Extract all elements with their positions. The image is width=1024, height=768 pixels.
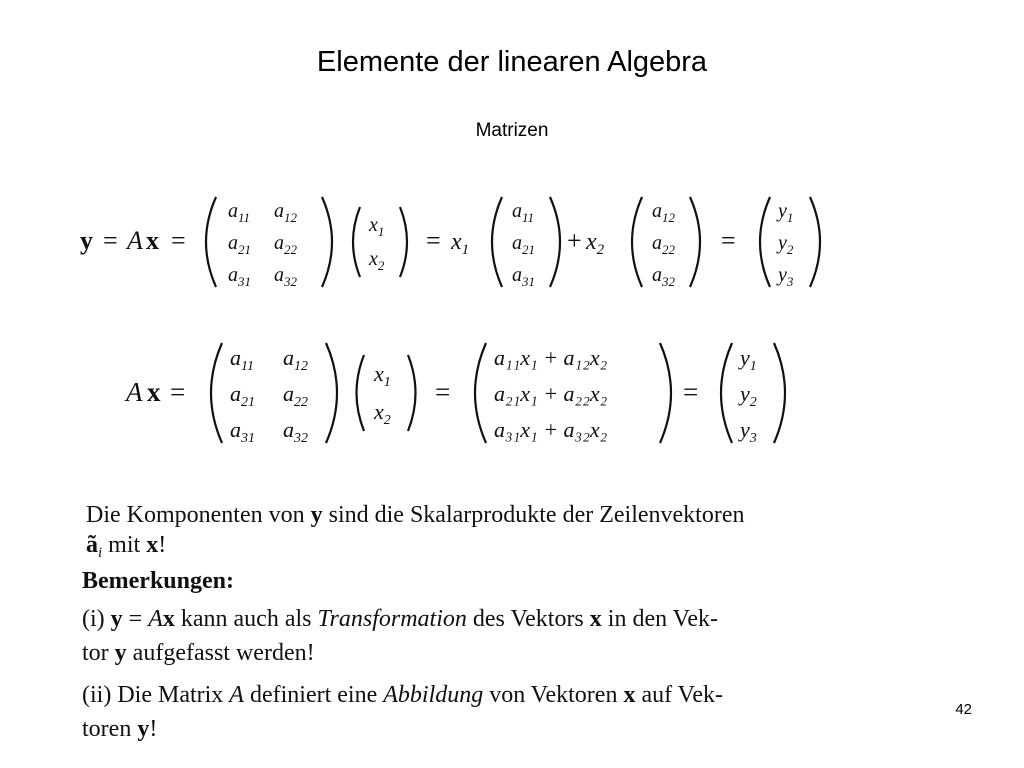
- remark-2-line-2: toren y!: [82, 716, 158, 742]
- a12: $a_{12}$: [283, 345, 308, 374]
- x1: $x_1$: [451, 229, 470, 258]
- remark-1-line-2: tor y aufgefasst werden!: [82, 640, 315, 666]
- a21: $a_{21}$: [230, 381, 255, 410]
- y1: $y_1$: [778, 200, 794, 225]
- left-paren: [632, 197, 642, 287]
- a22: $a_{22}$: [274, 232, 297, 257]
- left-paren: [206, 197, 216, 287]
- right-paren: [550, 197, 560, 287]
- eq1-y: y: [80, 226, 93, 255]
- left-paren: [357, 355, 365, 431]
- left-paren: [475, 343, 486, 443]
- left-paren: [492, 197, 502, 287]
- eq1-A: A: [127, 226, 143, 255]
- eq2-A: A: [126, 377, 143, 407]
- eq2-equals: =: [683, 377, 699, 407]
- page-number: 42: [955, 701, 972, 718]
- x1: $x_1$: [374, 361, 391, 390]
- a31: $a_{31}$: [230, 417, 255, 446]
- eq1-equals: =: [721, 226, 736, 255]
- a31: $a_{31}$: [512, 264, 535, 289]
- right-paren: [774, 343, 785, 443]
- product-row-3: a₃₁x₁ + a₃₂x₂: [494, 417, 608, 442]
- right-paren: [660, 343, 671, 443]
- a21: $a_{21}$: [512, 232, 535, 257]
- section-subtitle: Matrizen: [475, 120, 549, 141]
- a31: $a_{31}$: [228, 264, 251, 289]
- remarks-heading: Bemerkungen:: [82, 568, 234, 594]
- a12: $a_{12}$: [274, 200, 297, 225]
- x2: $x_2$: [586, 229, 605, 258]
- product-row-1: a₁₁x₁ + a₁₂x₂: [494, 345, 608, 370]
- right-paren: [400, 207, 407, 277]
- remark-1-line-1: (i) y = Ax kann auch als Transformation des Vektors x in den Vek-: [82, 606, 718, 632]
- equation-expanded-product: [118, 335, 818, 455]
- x2: $x_2$: [369, 248, 385, 273]
- eq1-equals: =: [426, 226, 441, 255]
- left-paren: [721, 343, 732, 443]
- right-paren: [326, 343, 337, 443]
- explanation-line-1: Die Komponenten von y sind die Skalarprodukte der Zeilenvektoren: [86, 502, 745, 528]
- y3: $y_3$: [740, 417, 757, 446]
- a11: $a_{11}$: [512, 200, 535, 225]
- product-row-2: a₂₁x₁ + a₂₂x₂: [494, 381, 608, 406]
- y1: $y_1$: [740, 345, 757, 374]
- right-paren: [322, 197, 332, 287]
- x1: $x_1$: [369, 214, 385, 239]
- eq1-x: x: [146, 226, 159, 255]
- a12: $a_{12}$: [652, 200, 675, 225]
- left-paren: [760, 197, 770, 287]
- a32: $a_{32}$: [283, 417, 308, 446]
- a22: $a_{22}$: [652, 232, 675, 257]
- y2: $y_2$: [740, 381, 757, 410]
- y2: $y_2$: [778, 232, 794, 257]
- explanation-line-2: $ã_i$ mit x!: [86, 532, 167, 561]
- eq2-x: x: [147, 377, 161, 407]
- a32: $a_{32}$: [274, 264, 297, 289]
- a22: $a_{22}$: [283, 381, 308, 410]
- page-title: Elemente der linearen Algebra: [316, 46, 708, 78]
- a11: $a_{11}$: [228, 200, 251, 225]
- eq2-equals: =: [435, 377, 451, 407]
- eq1-equals: =: [171, 226, 186, 255]
- remark-2-line-1: (ii) Die Matrix A definiert eine Abbildung von Vektoren x auf Vek-: [82, 682, 723, 708]
- right-paren: [810, 197, 820, 287]
- eq2-equals: =: [170, 377, 186, 407]
- x2: $x_2$: [374, 399, 391, 428]
- a21: $a_{21}$: [228, 232, 251, 257]
- y3: $y_3$: [778, 264, 794, 289]
- a11: $a_{11}$: [230, 345, 254, 374]
- right-paren: [690, 197, 700, 287]
- left-paren: [353, 207, 360, 277]
- a32: $a_{32}$: [652, 264, 675, 289]
- eq1-equals: =: [103, 226, 118, 255]
- equation-matrix-vector-product: [70, 185, 870, 300]
- right-paren: [408, 355, 416, 431]
- left-paren: [211, 343, 222, 443]
- plus-sign: +: [567, 226, 582, 255]
